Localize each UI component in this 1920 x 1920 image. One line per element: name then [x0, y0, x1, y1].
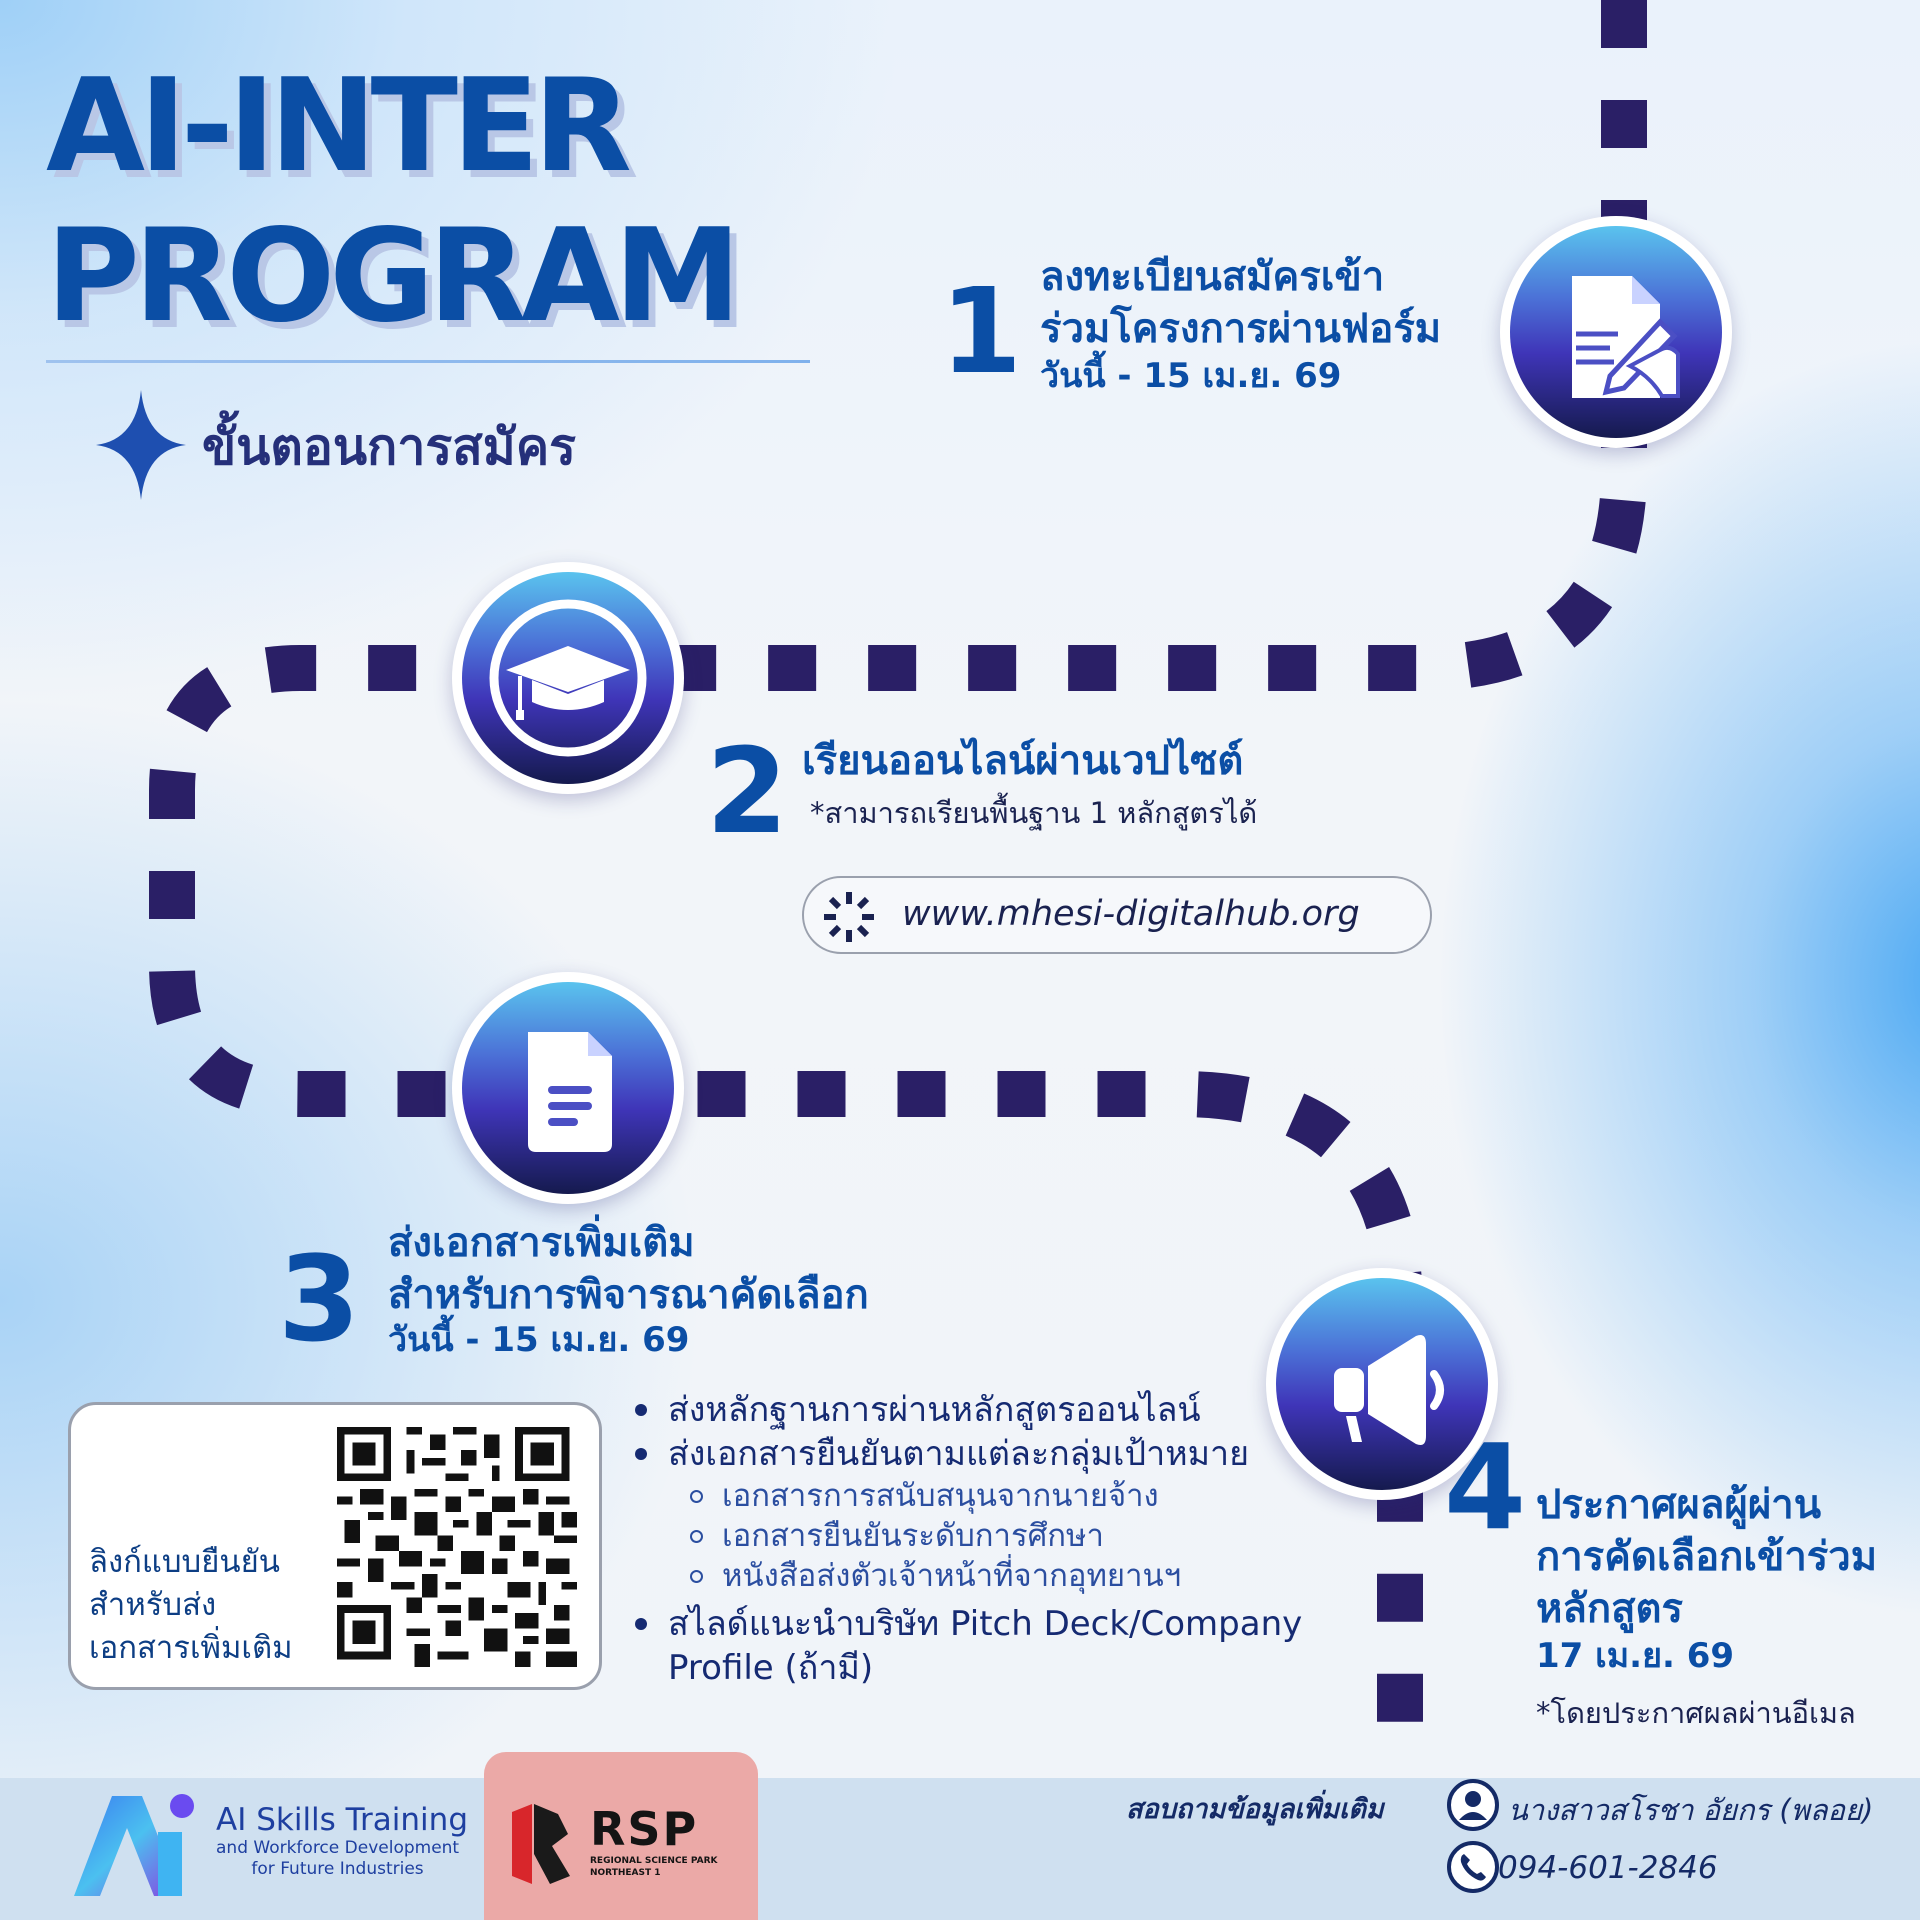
title-line-1: AI-INTER — [46, 52, 626, 201]
qr-label-line-1: ลิงก์แบบยืนยัน — [89, 1544, 280, 1580]
step-3-title-line-1: ส่งเอกสารเพิ่มเติม — [388, 1220, 695, 1266]
qr-label-line-2: สำหรับส่ง — [89, 1587, 217, 1623]
sub-list-item: หนังสือส่งตัวเจ้าหน้าที่จากอุทยานฯ — [632, 1556, 1352, 1596]
step-1-title-line-2: ร่วมโครงการผ่านฟอร์ม — [1040, 306, 1442, 352]
step-2-number: 2 — [706, 722, 789, 860]
qr-label-line-3: เอกสารเพิ่มเติม — [89, 1630, 293, 1666]
step-4-date: 17 เม.ย. 69 — [1536, 1636, 1735, 1676]
qr-card[interactable] — [68, 1402, 602, 1690]
step-4-number: 4 — [1444, 1418, 1527, 1556]
step-4-note: *โดยประกาศผลผ่านอีเมล — [1536, 1696, 1856, 1730]
graduation-cap-icon — [462, 572, 674, 784]
list-item-line-2: Profile (ถ้ามี) — [668, 1648, 874, 1688]
rsp-logo-sub-line-1: REGIONAL SCIENCE PARK — [590, 1856, 718, 1866]
step-3-circle — [452, 972, 684, 1204]
step-1-date: วันนี้ - 15 เม.ย. 69 — [1040, 356, 1342, 396]
ai-skills-logo-subtitle-line-1: and Workforce Development — [216, 1838, 460, 1858]
sub-list-item: เอกสารยืนยันระดับการศึกษา — [632, 1516, 1352, 1556]
step-3-number: 3 — [278, 1230, 361, 1368]
ai-skills-logo-subtitle — [216, 1838, 459, 1880]
step-2-title: เรียนออนไลน์ผ่านเวปไซต์ — [802, 738, 1244, 784]
contact-label: สอบถามข้อมูลเพิ่มเติม — [1126, 1794, 1384, 1825]
list-item-line-1: สไลด์แนะนำบริษัท Pitch Deck/Company — [668, 1604, 1303, 1644]
ai-skills-logo-icon — [72, 1792, 196, 1900]
list-item: ส่งเอกสารยืนยันตามแต่ละกลุ่มเป้าหมาย — [632, 1432, 1352, 1476]
rsp-logo-panel — [484, 1752, 758, 1920]
ai-skills-logo-name: AI Skills Training — [216, 1802, 468, 1838]
step-4-title-line-3: หลักสูตร — [1536, 1586, 1683, 1632]
website-link[interactable] — [802, 876, 1432, 954]
form-sign-icon — [1510, 226, 1722, 438]
contact-phone[interactable]: 094-601-2846 — [1498, 1850, 1718, 1886]
sub-list-item: เอกสารการสนับสนุนจากนายจ้าง — [632, 1476, 1352, 1516]
step-2-note: *สามารถเรียนพื้นฐาน 1 หลักสูตรได้ — [810, 796, 1258, 830]
step-1-circle — [1500, 216, 1732, 448]
rsp-logo-icon — [512, 1804, 570, 1884]
step-1-number: 1 — [940, 262, 1023, 400]
phone-icon — [1446, 1840, 1500, 1894]
step-4-title-line-1: ประกาศผลผู้ผ่าน — [1536, 1482, 1822, 1528]
list-item — [632, 1602, 1352, 1690]
step-3-title-line-2: สำหรับการพิจารณาคัดเลือก — [388, 1272, 869, 1318]
loading-spinner-icon — [820, 888, 878, 946]
rsp-logo-name: RSP — [590, 1802, 699, 1856]
title-divider — [46, 360, 810, 363]
rsp-logo-sub-line-2: NORTHEAST 1 — [590, 1868, 661, 1878]
documents-list — [632, 1388, 1352, 1690]
person-icon — [1446, 1778, 1500, 1832]
document-icon — [462, 982, 674, 1194]
program-title — [46, 52, 735, 352]
step-1-title-line-1: ลงทะเบียนสมัครเข้า — [1040, 254, 1385, 300]
title-line-2: PROGRAM — [46, 202, 736, 351]
website-url[interactable]: www.mhesi-digitalhub.org — [902, 894, 1360, 934]
step-2-circle — [452, 562, 684, 794]
list-item: ส่งหลักฐานการผ่านหลักสูตรออนไลน์ — [632, 1388, 1352, 1432]
qr-code[interactable] — [329, 1419, 585, 1675]
ai-skills-logo-subtitle-line-2: for Future Industries — [251, 1859, 424, 1879]
qr-label — [89, 1541, 293, 1670]
step-4-title-line-2: การคัดเลือกเข้าร่วม — [1536, 1534, 1878, 1580]
page-subtitle: ขั้นตอนการสมัคร — [202, 418, 577, 476]
contact-name: นางสาวสโรชา อัยกร (พลอย) — [1508, 1793, 1874, 1827]
step-3-date: วันนี้ - 15 เม.ย. 69 — [388, 1320, 690, 1360]
sparkle-icon — [96, 390, 186, 500]
